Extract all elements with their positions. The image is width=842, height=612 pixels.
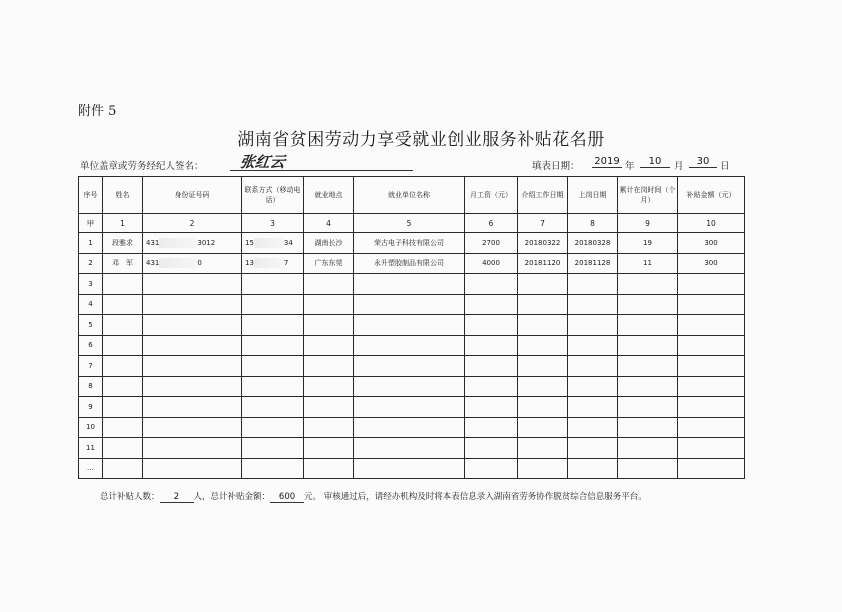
index-cell: 1 xyxy=(103,214,143,233)
header-cell: 补贴金额（元） xyxy=(678,177,745,214)
phone-head: 13 xyxy=(245,259,254,268)
index-cell: 4 xyxy=(304,214,354,233)
index-cell: 3 xyxy=(242,214,304,233)
header-cell: 姓名 xyxy=(103,177,143,214)
phone-tail: 7 xyxy=(283,259,289,268)
summary-footer xyxy=(100,490,780,503)
intro-date-cell: 20180322 xyxy=(518,233,568,254)
table-row xyxy=(79,417,745,438)
header-cell: 上岗日期 xyxy=(568,177,618,214)
date-day: 30 xyxy=(689,156,717,168)
table-row xyxy=(79,458,745,479)
signature-row xyxy=(80,155,750,173)
index-cell: 5 xyxy=(354,214,465,233)
row-number: … xyxy=(79,458,103,479)
header-cell: 就业单位名称 xyxy=(354,177,465,214)
table-row xyxy=(79,438,745,459)
header-cell: 身份证号码 xyxy=(143,177,242,214)
row-number: 2 xyxy=(79,253,103,274)
handwritten-signature: 张红云 xyxy=(238,153,287,171)
column-index-row xyxy=(79,214,745,233)
start-date-cell: 20181128 xyxy=(568,253,618,274)
table-row xyxy=(79,294,745,315)
table-row xyxy=(79,253,745,274)
table-row xyxy=(79,274,745,295)
employer-cell: 荣古电子科技有限公司 xyxy=(354,233,465,254)
date-month-unit: 月 xyxy=(674,161,684,172)
date-month: 10 xyxy=(640,156,670,168)
salary-cell: 2700 xyxy=(465,233,518,254)
subsidy-cell: 300 xyxy=(678,233,745,254)
phone-cell xyxy=(242,253,304,274)
row-number: 3 xyxy=(79,274,103,295)
document-title: 湖南省贫困劳动力享受就业创业服务补贴花名册 xyxy=(237,130,605,150)
header-cell: 介绍工作日期 xyxy=(518,177,568,214)
fill-date-label: 填表日期： xyxy=(532,161,580,172)
header-cell: 联系方式（移动电话） xyxy=(242,177,304,214)
name-cell: 段雅求 xyxy=(103,233,143,254)
header-cell: 月工资（元） xyxy=(465,177,518,214)
row-number: 10 xyxy=(79,417,103,438)
subsidy-cell: 300 xyxy=(678,253,745,274)
redaction-mask xyxy=(159,238,197,248)
name-cell: 邓 军 xyxy=(103,253,143,274)
table-header-row xyxy=(79,177,745,214)
date-year-unit: 年 xyxy=(625,161,635,172)
table-row xyxy=(79,376,745,397)
id-number-cell xyxy=(143,253,242,274)
attachment-label: 附件 5 xyxy=(78,104,117,119)
review-note: 审核通过后，请经办机构及时将本表信息录入湖南省劳务协作脱贫综合信息服务平台。 xyxy=(323,492,647,502)
index-cell: 9 xyxy=(618,214,678,233)
row-number: 9 xyxy=(79,397,103,418)
signature-label: 单位盖章或劳务经纪人签名： xyxy=(80,161,204,172)
total-amount-value: 600 xyxy=(270,492,304,503)
total-count-label: 总计补贴人数： xyxy=(100,492,160,502)
total-amount-label: 总计补贴金额： xyxy=(210,492,271,502)
months-cell: 19 xyxy=(618,233,678,254)
id-number-tail: 3012 xyxy=(197,238,216,247)
id-number-head: 431 xyxy=(146,238,160,247)
total-count-value: 2 xyxy=(160,492,194,503)
index-cell: 10 xyxy=(678,214,745,233)
employer-cell: 永升塑胶制品有限公司 xyxy=(354,253,465,274)
table-row xyxy=(79,335,745,356)
phone-head: 15 xyxy=(245,238,254,247)
id-number-tail: 0 xyxy=(197,259,202,268)
redaction-mask xyxy=(254,258,284,268)
table-row xyxy=(79,315,745,336)
total-count-unit: 人， xyxy=(193,492,211,502)
phone-tail: 34 xyxy=(283,238,293,247)
id-number-cell xyxy=(143,233,242,254)
row-number: 8 xyxy=(79,376,103,397)
start-date-cell: 20180328 xyxy=(568,233,618,254)
months-cell: 11 xyxy=(618,253,678,274)
row-number: 11 xyxy=(79,438,103,459)
id-number-head: 431 xyxy=(146,259,160,268)
index-cell: 2 xyxy=(143,214,242,233)
subsidy-roster-table xyxy=(78,176,745,479)
index-cell: 7 xyxy=(518,214,568,233)
row-number: 1 xyxy=(79,233,103,254)
table-row xyxy=(79,397,745,418)
date-year: 2019 xyxy=(592,156,622,168)
date-day-unit: 日 xyxy=(720,161,730,172)
redaction-mask xyxy=(159,258,197,268)
header-cell: 序号 xyxy=(79,177,103,214)
row-number: 4 xyxy=(79,294,103,315)
phone-cell xyxy=(242,233,304,254)
redaction-mask xyxy=(254,238,284,248)
total-amount-unit: 元。 xyxy=(304,492,322,502)
row-number: 6 xyxy=(79,335,103,356)
header-cell: 累计在岗时间（个月） xyxy=(618,177,678,214)
index-cell: 8 xyxy=(568,214,618,233)
intro-date-cell: 20181120 xyxy=(518,253,568,274)
workplace-cell: 湖南长沙 xyxy=(304,233,354,254)
table-row xyxy=(79,233,745,254)
header-cell: 就业地点 xyxy=(304,177,354,214)
row-number: 7 xyxy=(79,356,103,377)
row-number: 5 xyxy=(79,315,103,336)
table-row xyxy=(79,356,745,377)
index-cell: 甲 xyxy=(79,214,103,233)
salary-cell: 4000 xyxy=(465,253,518,274)
index-cell: 6 xyxy=(465,214,518,233)
workplace-cell: 广东东莞 xyxy=(304,253,354,274)
